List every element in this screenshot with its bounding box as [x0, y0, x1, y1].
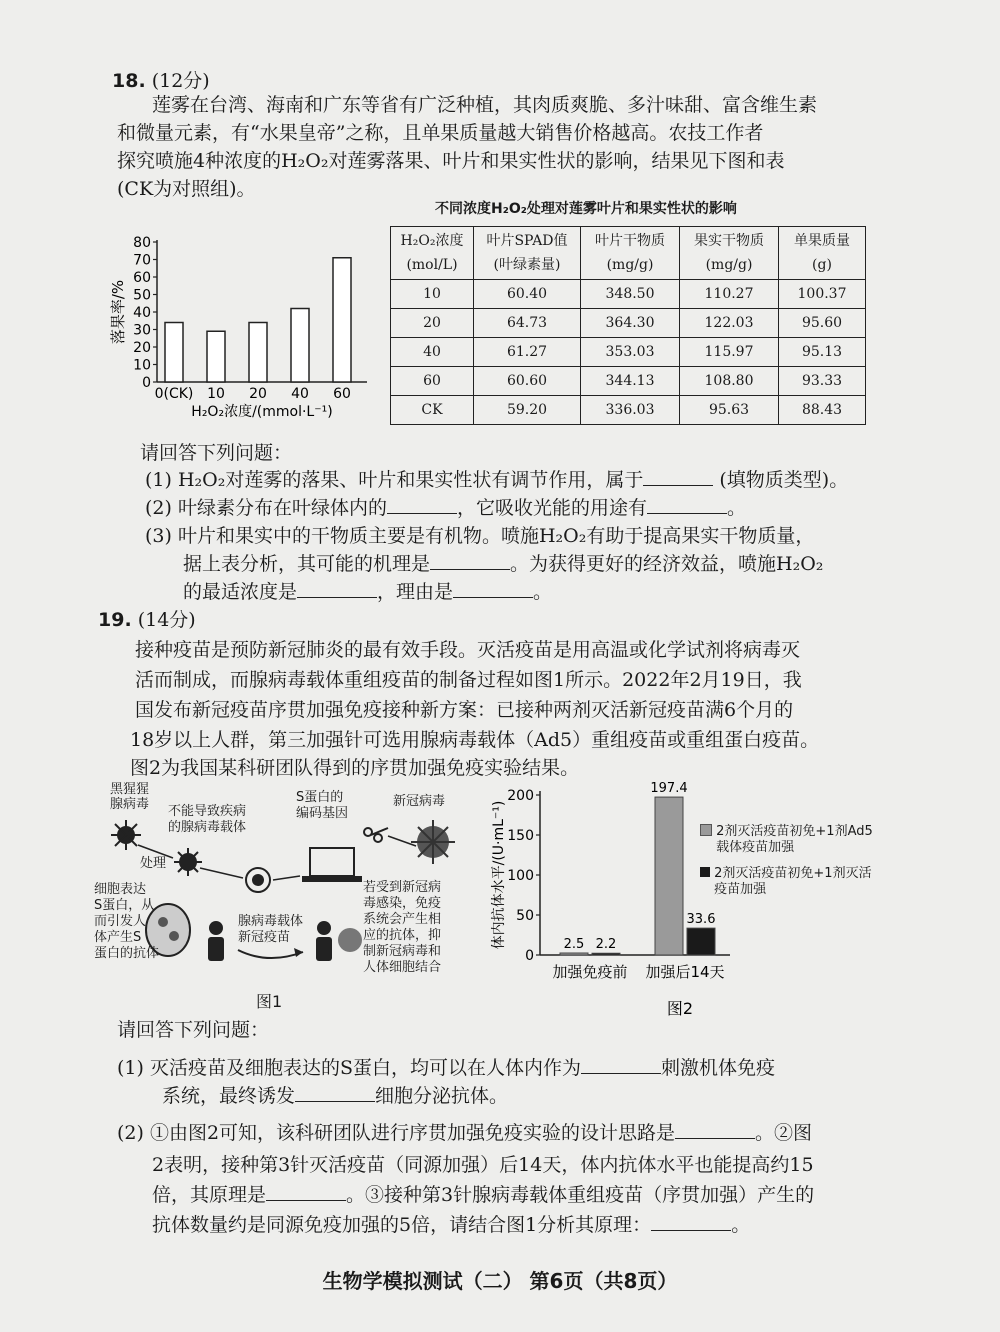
table-cell: 10 [391, 280, 474, 309]
table-header-row [391, 227, 866, 280]
legend-label: 2剂灭活疫苗初免+1剂Ad5载体疫苗加强 [716, 824, 873, 855]
person-icon [208, 921, 224, 961]
q19-intro-line: 图2为我国某科研团队得到的序贯加强免疫实验结果。 [130, 757, 580, 779]
q18-intro-line: (CK为对照组)。 [117, 178, 256, 200]
q18-intro-line: 和微量元素，有“水果皇帝”之称，且单果质量越大销售价格越高。农技工作者 [117, 122, 764, 144]
answer-blank[interactable] [453, 579, 533, 598]
answer-blank[interactable] [581, 1055, 661, 1074]
table-cell: 95.13 [779, 338, 866, 367]
table-cell: CK [391, 396, 474, 425]
answer-blank[interactable] [430, 551, 510, 570]
y-tick-label: 0 [142, 375, 151, 391]
answer-blank[interactable] [387, 495, 457, 514]
q19-intro-line: 接种疫苗是预防新冠肺炎的最有效手段。灭活疫苗是用高温或化学试剂将病毒灭 [135, 639, 801, 661]
q19-question-1: (1) 灭活疫苗及细胞表达的S蛋白，均可以在人体内作为 刺激机体免疫 [117, 1057, 775, 1079]
bar [291, 309, 309, 383]
x-axis-label: H₂O₂浓度/(mmol·L⁻¹) [191, 404, 333, 420]
table-cell: 93.33 [779, 367, 866, 396]
table-cell: 88.43 [779, 396, 866, 425]
bar [560, 953, 588, 955]
table-cell: 40 [391, 338, 474, 367]
fig1-label: 的腺病毒载体 [168, 820, 247, 835]
q19-question-2-cont: 2表明，接种第3针灭活疫苗（同源加强）后14天，体内抗体水平也能提高约15 [152, 1154, 814, 1176]
bar [687, 928, 715, 955]
q19-question-2: (2) ①由图2可知，该科研团队进行序贯加强免疫实验的设计思路是 。②图 [117, 1122, 813, 1144]
bar [333, 258, 351, 382]
bar [165, 323, 183, 383]
data-label: 33.6 [686, 912, 716, 928]
table-cell: 100.37 [779, 280, 866, 309]
y-tick-label: 60 [133, 270, 151, 286]
h2o2-data-table [390, 226, 866, 425]
q18-question-3: (3) 叶片和果实中的干物质主要是有机物。喷施H₂O₂有助于提高果实干物质量， [145, 525, 815, 547]
legend-item-inactivated [700, 866, 874, 898]
table-row [391, 309, 866, 338]
y-tick-label: 10 [133, 357, 151, 374]
figure-caption: 图2 [666, 999, 694, 1018]
table-cell: 60.40 [474, 280, 581, 309]
q19-question-2-cont: 抗体数量约是同源免疫加强的5倍，请结合图1分析其原理： 。 [152, 1214, 751, 1236]
x-tick-label: 10 [207, 386, 225, 402]
y-tick-label: 40 [133, 305, 151, 321]
bar [655, 797, 683, 955]
recombinant-vector-icon [246, 868, 270, 892]
table-cell: 95.60 [779, 309, 866, 338]
page-footer: 生物学模拟测试（二） 第6页（共8页） [322, 1269, 678, 1293]
data-label: 197.4 [650, 781, 688, 797]
q19-points: (14分) [137, 609, 196, 631]
q19-intro-line: 18岁以上人群，第三加强针可选用腺病毒载体（Ad5）重组疫苗或重组蛋白疫苗。 [130, 729, 820, 751]
fig1-label: 体产生S [94, 930, 142, 945]
legend-swatch [700, 824, 712, 836]
table-cell: 348.50 [581, 280, 680, 309]
q18-question-3-cont: 据上表分析，其可能的机理是 。为获得更好的经济效益，喷施H₂O₂ [183, 553, 824, 575]
answer-blank[interactable] [643, 467, 713, 486]
fig1-label: 细胞表达 [94, 882, 147, 897]
table-cell: 336.03 [581, 396, 680, 425]
table-cell: 115.97 [680, 338, 779, 367]
q18-number: 18. [112, 70, 146, 92]
fig1-label: 而引发人 [94, 914, 147, 929]
y-axis-label: 体内抗体水平/(U·mL⁻¹) [491, 800, 507, 950]
data-label: 2.5 [563, 937, 585, 952]
fig1-label: 黑猩猩 [110, 782, 150, 797]
x-tick-label: 加强后14天 [645, 963, 725, 981]
table-cell: 110.27 [680, 280, 779, 309]
fig1-label: 人体细胞结合 [363, 960, 442, 975]
antibody-level-bar-chart [485, 780, 740, 1020]
answer-blank[interactable] [647, 495, 727, 514]
table-row [391, 280, 866, 309]
table-header-cell: 单果质量 (g) [779, 227, 866, 280]
table-header-cell: H₂O₂浓度 (mol/L) [391, 227, 474, 280]
fig1-label: 腺病毒 [110, 797, 150, 812]
y-tick-label: 200 [507, 788, 534, 804]
table-header-cell: 果实干物质 (mg/g) [680, 227, 779, 280]
adenovirus-vector-icon [174, 848, 202, 876]
fig1-label: 编码基因 [296, 806, 349, 821]
table-row [391, 396, 866, 425]
x-tick-label: 加强免疫前 [552, 963, 628, 981]
table-cell: 95.63 [680, 396, 779, 425]
bar [249, 323, 267, 383]
q19-intro-line: 国发布新冠疫苗序贯加强免疫接种新方案：已接种两剂灭活新冠疫苗满6个月的 [135, 699, 794, 721]
y-tick-label: 0 [525, 948, 534, 964]
table-cell: 20 [391, 309, 474, 338]
q18-question-3-cont: 的最适浓度是 ，理由是 。 [183, 581, 553, 603]
answer-blank[interactable] [297, 579, 377, 598]
data-label: 2.2 [595, 937, 617, 953]
antibody-icon [338, 928, 362, 952]
legend-swatch [700, 867, 710, 877]
table-cell: 61.27 [474, 338, 581, 367]
y-tick-label: 50 [133, 287, 151, 304]
coronavirus-icon [411, 820, 455, 864]
x-tick-label: 0(CK) [154, 386, 194, 402]
person-icon [316, 921, 332, 961]
q18-intro-line: 探究喷施4种浓度的H₂O₂对莲雾落果、叶片和果实性状的影响，结果见下图和表 [117, 150, 785, 172]
q18-question-2: (2) 叶绿素分布在叶绿体内的 ，它吸收光能的用途有 。 [145, 497, 746, 519]
table-cell: 60.60 [474, 367, 581, 396]
table-cell: 59.20 [474, 396, 581, 425]
table-cell: 364.30 [581, 309, 680, 338]
y-tick-label: 30 [133, 322, 151, 339]
x-tick-label: 60 [333, 386, 351, 402]
table-row [391, 338, 866, 367]
q18-prompt: 请回答下列问题： [140, 442, 293, 464]
table-cell: 122.03 [680, 309, 779, 338]
q19-intro-line: 活而制成，而腺病毒载体重组疫苗的制备过程如图1所示。2022年2月19日，我 [135, 669, 802, 691]
q19-prompt: 请回答下列问题： [117, 1019, 270, 1041]
table-cell: 64.73 [474, 309, 581, 338]
fig1-label: 蛋白的抗体 [94, 946, 160, 961]
answer-blank[interactable] [675, 1120, 755, 1139]
table-cell: 108.80 [680, 367, 779, 396]
y-tick-label: 150 [507, 828, 534, 844]
q18-question-1: (1) H₂O₂对莲雾的落果、叶片和果实性状有调节作用，属于 (填物质类型)。 [145, 469, 849, 491]
figure-1-vaccine-process [88, 780, 508, 1020]
q18-intro-line: 莲雾在台湾、海南和广东等省有广泛种植，其肉质爽脆、多汁味甜、富含维生素 [152, 94, 818, 116]
table-header-cell: 叶片SPAD值 (叶绿素量) [474, 227, 581, 280]
y-tick-label: 80 [133, 235, 151, 251]
legend-label: 2剂灭活疫苗初免+1剂灭活疫苗加强 [714, 866, 872, 897]
table-cell: 344.13 [581, 367, 680, 396]
fig1-label: 腺病毒载体 [238, 914, 304, 929]
fig1-label: 新冠疫苗 [238, 930, 291, 945]
y-axis-label: 落果率/% [109, 279, 127, 345]
table-header-cell: 叶片干物质 (mg/g) [581, 227, 680, 280]
y-tick-label: 100 [507, 868, 534, 884]
fig1-label: S蛋白的 [296, 790, 344, 805]
fig1-label: 新冠病毒 [393, 794, 446, 809]
bar [207, 331, 225, 382]
fruit-drop-bar-chart [105, 232, 375, 432]
x-tick-label: 40 [291, 386, 309, 402]
q19-number: 19. [98, 609, 132, 631]
fig1-label: S蛋白，从 [94, 898, 155, 913]
q18-header [112, 68, 210, 94]
y-tick-label: 70 [133, 252, 151, 269]
fig1-label: 处理 [140, 856, 167, 871]
fig1-label: 制新冠病毒和 [363, 944, 442, 959]
adenovirus-icon [111, 820, 141, 850]
fig1-caption: 图1 [256, 992, 283, 1011]
answer-blank[interactable] [295, 1083, 375, 1102]
table-title: 不同浓度H₂O₂处理对莲雾叶片和果实性状的影响 [435, 201, 737, 217]
table-cell: 353.03 [581, 338, 680, 367]
legend-item-ad5 [700, 824, 876, 856]
fig1-label: 应的抗体，抑 [363, 928, 442, 943]
bar [592, 953, 620, 955]
y-tick-label: 20 [133, 340, 151, 356]
q19-header [98, 607, 196, 633]
fig1-label: 毒感染，免疫 [363, 896, 442, 911]
q18-points: (12分) [151, 70, 210, 92]
computer-icon [302, 848, 362, 882]
answer-blank[interactable] [651, 1212, 731, 1231]
table-row [391, 367, 866, 396]
scissors-icon [364, 828, 388, 842]
q19-question-1-cont: 系统，最终诱发 细胞分泌抗体。 [162, 1085, 509, 1107]
table-cell: 60 [391, 367, 474, 396]
fig1-label: 若受到新冠病 [363, 880, 442, 895]
q19-question-2-cont: 倍，其原理是 。③接种第3针腺病毒载体重组疫苗（序贯加强）产生的 [152, 1184, 815, 1206]
answer-blank[interactable] [266, 1182, 346, 1201]
x-tick-label: 20 [249, 386, 267, 402]
y-tick-label: 50 [516, 908, 534, 924]
fig1-label: 系统会产生相 [363, 912, 442, 927]
fig1-label: 不能导致疾病 [168, 804, 247, 819]
